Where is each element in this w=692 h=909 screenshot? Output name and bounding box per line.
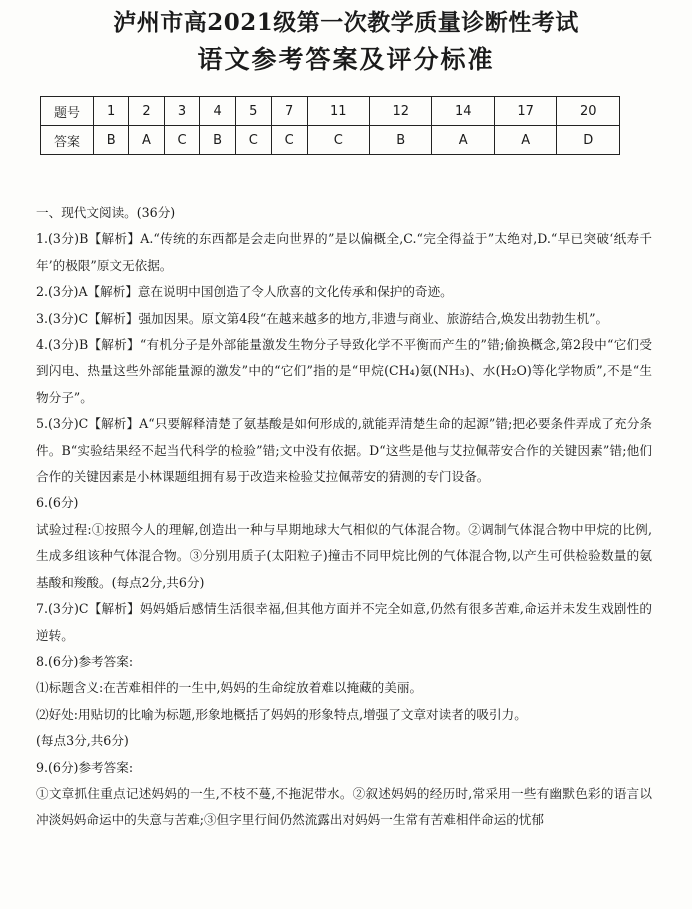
question-number: 2 bbox=[129, 97, 164, 126]
document-subtitle: 语文参考答案及评分标准 bbox=[197, 45, 495, 74]
explanation-paragraph: 8.(6分)参考答案: bbox=[36, 653, 134, 669]
answer-cell: A bbox=[432, 126, 494, 155]
answer-cell: C bbox=[235, 126, 271, 155]
question-number: 3 bbox=[164, 97, 200, 126]
explanation-paragraph: 试验过程:①按照今人的理解,创造出一种与早期地球大气相似的气体混合物。②调制气体混合物中甲烷的比例,生成多组该种气体混合物。③分别用质子(太阳粒子)撞击不同甲烷比例的气体混合物,以产生可供检验数量的氨基酸和羧酸。(每点2分,共6分) bbox=[36, 521, 652, 590]
answer-cell: C bbox=[164, 126, 200, 155]
answer-cell: A bbox=[494, 126, 556, 155]
explanation-paragraph: 1.(3分)B【解析】A.“传统的东西都是会走向世界的”是以偏概全,C.“完全得益于”太绝对,D.“早已突破‘纸寿千年’的极限”原文无依据。 bbox=[36, 231, 652, 273]
answer-explanations bbox=[36, 200, 652, 834]
answer-table bbox=[40, 96, 620, 155]
question-number: 20 bbox=[557, 97, 620, 126]
exam-title: 泸州市高2021级第一次教学质量诊断性考试 bbox=[113, 9, 579, 36]
explanation-paragraph: 4.(3分)B【解析】“有机分子是外部能量激发生物分子导致化学不平衡而产生的”错;偷换概念,第2段中“它们受到闪电、热量这些外部能量源的激发”中的“它们”指的是“甲烷(CH₄)氨(NH₃)、水(H₂O)等化学物质”,不是“生物分子”。 bbox=[36, 337, 652, 405]
question-number: 7 bbox=[271, 97, 307, 126]
answer-row-label: 答案 bbox=[41, 126, 94, 155]
question-number: 4 bbox=[200, 97, 235, 126]
explanation-paragraph: 6.(6分) bbox=[36, 495, 79, 511]
answer-cell: B bbox=[200, 126, 235, 155]
question-number-row bbox=[41, 97, 620, 126]
explanation-paragraph: (每点3分,共6分) bbox=[36, 733, 129, 749]
question-number: 11 bbox=[307, 97, 369, 126]
question-number: 5 bbox=[235, 97, 271, 126]
answer-cell: B bbox=[94, 126, 129, 155]
question-row-label: 题号 bbox=[41, 97, 94, 126]
answer-cell: B bbox=[370, 126, 432, 155]
answer-cell: A bbox=[129, 126, 164, 155]
answer-cell: C bbox=[271, 126, 307, 155]
explanation-paragraph: 7.(3分)C【解析】妈妈婚后感情生活很幸福,但其他方面并不完全如意,仍然有很多苦难,命运并未发生戏剧性的逆转。 bbox=[36, 601, 652, 643]
explanation-paragraph: ⑵好处:用贴切的比喻为标题,形象地概括了妈妈的形象特点,增强了文章对读者的吸引力。 bbox=[36, 706, 527, 722]
question-number: 14 bbox=[432, 97, 494, 126]
section-heading: 一、现代文阅读。(36分) bbox=[36, 205, 176, 220]
explanation-paragraph: 9.(6分)参考答案: bbox=[36, 759, 134, 775]
explanation-paragraph: 5.(3分)C【解析】A“只要解释清楚了氨基酸是如何形成的,就能弄清楚生命的起源”错;把必要条件弄成了充分条件。B“实验结果经不起当代科学的检验”错;文中没有依据。D“这些是他与艾拉佩蒂安合作的关键因素”错;他们合作的关键因素是小林课题组拥有易于改造来检验艾拉佩蒂安的猜测的专门设备。 bbox=[36, 416, 652, 485]
explanation-paragraph: 2.(3分)A【解析】意在说明中国创造了令人欣喜的文化传承和保护的奇迹。 bbox=[36, 284, 453, 300]
explanation-paragraph: ①文章抓住重点记述妈妈的一生,不枝不蔓,不拖泥带水。②叙述妈妈的经历时,常采用一些有幽默色彩的语言以冲淡妈妈命运中的失意与苦难;③但字里行间仍然流露出对妈妈一生常有苦难相伴命运的忧郁 bbox=[36, 785, 652, 828]
answer-row bbox=[41, 126, 620, 155]
question-number: 12 bbox=[370, 97, 432, 126]
explanation-paragraph: 3.(3分)C【解析】强加因果。原文第4段“在越来越多的地方,非遗与商业、旅游结合,焕发出勃勃生机”。 bbox=[36, 310, 609, 326]
explanation-paragraph: ⑴标题含义:在苦难相伴的一生中,妈妈的生命绽放着难以掩藏的美丽。 bbox=[36, 680, 423, 696]
question-number: 17 bbox=[494, 97, 556, 126]
question-number: 1 bbox=[94, 97, 129, 126]
answer-cell: C bbox=[307, 126, 369, 155]
answer-cell: D bbox=[557, 126, 620, 155]
